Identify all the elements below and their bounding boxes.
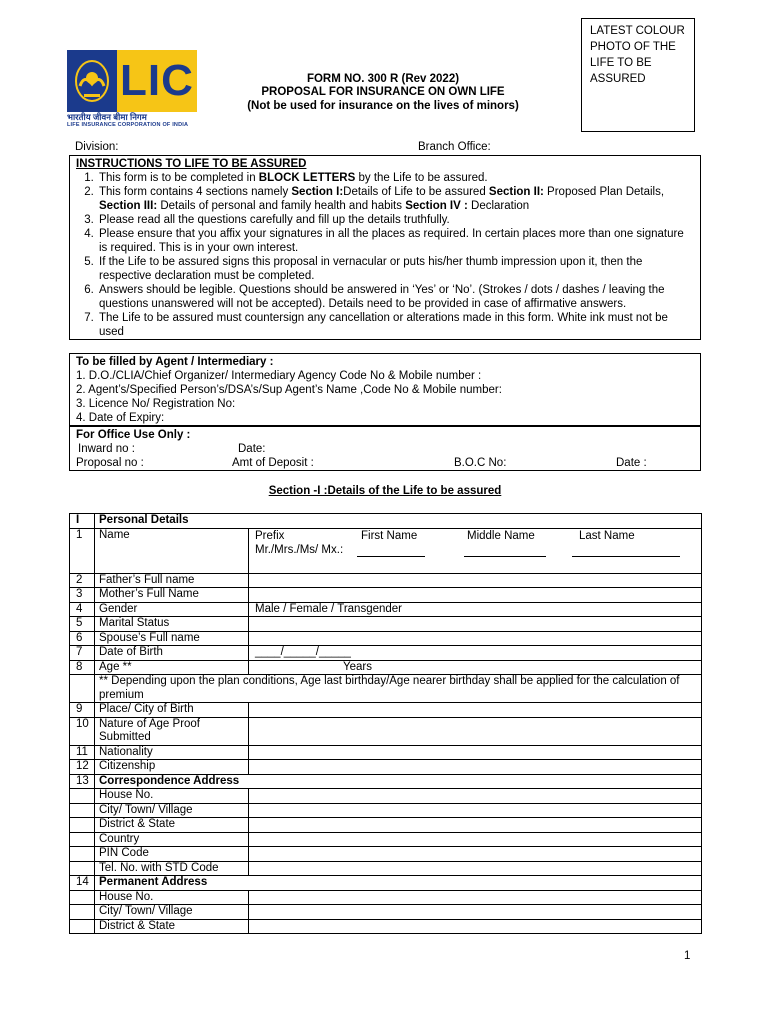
instruction-item: 6. Answers should be legible. Questions should be answered in ‘Yes’ or ‘No’. (Strokes / dots / dashes / leaving the questions unanswered will not be accepted). Details need to be provided in case of affirmative answers. <box>97 283 694 311</box>
first-name-line[interactable] <box>357 556 425 557</box>
agent-line-4: 4. Date of Expiry: <box>76 412 165 424</box>
marital-status-field[interactable] <box>249 617 702 632</box>
page-number: 1 <box>684 950 691 962</box>
proposal-no-label: Proposal no : <box>76 457 144 469</box>
prefix-options: Mr./Mrs./Ms/ Mx.: <box>255 543 344 556</box>
table-cell: 14 <box>70 876 95 891</box>
table-cell: 10 <box>70 717 95 745</box>
instruction-item: 7. The Life to be assured must countersign any cancellation or alterations made in this form. White ink must not be used <box>97 311 694 339</box>
table-cell: City/ Town/ Village <box>95 905 249 920</box>
table-cell: 1 <box>70 528 95 573</box>
table-row <box>70 528 702 573</box>
table-cell: District & State <box>95 818 249 833</box>
instruction-item: 1. This form is to be completed in BLOCK LETTERS by the Life to be assured. <box>97 171 694 185</box>
middle-name-label: Middle Name <box>467 529 535 542</box>
dob-field[interactable]: ____/_____/_____ <box>249 646 702 661</box>
table-row <box>70 617 702 632</box>
agent-line-3: 3. Licence No/ Registration No: <box>76 398 236 410</box>
table-cell: 9 <box>70 703 95 718</box>
table-row <box>70 905 702 920</box>
table-row <box>70 832 702 847</box>
corr-tel-field[interactable] <box>249 861 702 876</box>
table-cell: Age ** <box>95 660 249 675</box>
table-cell: Nature of Age Proof Submitted <box>95 717 249 745</box>
table-cell: Marital Status <box>95 617 249 632</box>
table-cell: District & State <box>95 919 249 934</box>
table-cell: Tel. No. with STD Code <box>95 861 249 876</box>
age-field[interactable]: Years <box>249 660 702 675</box>
division-label: Division: <box>75 141 119 153</box>
perm-house-field[interactable] <box>249 890 702 905</box>
first-name-label: First Name <box>361 529 418 542</box>
table-cell: Country <box>95 832 249 847</box>
agent-line-1: 1. D.O./CLIA/Chief Organizer/ Intermediary Agency Code No & Mobile number : <box>76 370 482 382</box>
office-date-label: Date : <box>616 457 647 469</box>
form-number: FORM NO. 300 R (Rev 2022) <box>306 73 460 85</box>
table-cell <box>70 675 95 703</box>
amt-deposit-label: Amt of Deposit : <box>232 457 314 469</box>
table-row <box>70 573 702 588</box>
table-cell: Name <box>95 528 249 573</box>
table-row <box>70 514 702 529</box>
table-row <box>70 703 702 718</box>
table-cell: 3 <box>70 588 95 603</box>
table-cell: 2 <box>70 573 95 588</box>
logo-hindi: भारतीय जीवन बीमा निगम <box>67 112 147 122</box>
table-row <box>70 818 702 833</box>
logo-text: LIC <box>117 50 197 112</box>
table-cell: 13 <box>70 774 95 789</box>
fathers-name-field[interactable] <box>249 573 702 588</box>
table-cell: Gender <box>95 602 249 617</box>
table-cell: Personal Details <box>95 514 702 529</box>
table-cell <box>70 789 95 804</box>
table-row <box>70 646 702 661</box>
table-cell: Citizenship <box>95 760 249 775</box>
agent-box <box>69 353 701 426</box>
table-cell: 6 <box>70 631 95 646</box>
section-title: Section -I :Details of the Life to be assured <box>268 485 502 497</box>
table-cell: 12 <box>70 760 95 775</box>
table-cell: Mother’s Full Name <box>95 588 249 603</box>
table-row <box>70 660 702 675</box>
corr-house-field[interactable] <box>249 789 702 804</box>
instructions-list <box>76 171 694 339</box>
age-proof-field[interactable] <box>249 717 702 745</box>
inward-no-label: Inward no : <box>78 443 135 455</box>
table-cell: Father’s Full name <box>95 573 249 588</box>
table-row <box>70 745 702 760</box>
table-cell <box>70 818 95 833</box>
instruction-item: 4. Please ensure that you affix your signatures in all the places as required. In certain places more than one signature is required. This is in your own interest. <box>97 227 694 255</box>
inward-date-label: Date: <box>238 443 266 455</box>
citizenship-field[interactable] <box>249 760 702 775</box>
table-cell: 7 <box>70 646 95 661</box>
table-cell: 11 <box>70 745 95 760</box>
office-heading: For Office Use Only : <box>76 429 191 441</box>
form-title: PROPOSAL FOR INSURANCE ON OWN LIFE <box>261 86 505 98</box>
perm-district-field[interactable] <box>249 919 702 934</box>
table-row <box>70 919 702 934</box>
table-cell: 4 <box>70 602 95 617</box>
spouse-name-field[interactable] <box>249 631 702 646</box>
last-name-label: Last Name <box>579 529 635 542</box>
table-cell: House No. <box>95 890 249 905</box>
table-row <box>70 717 702 745</box>
table-row <box>70 876 702 891</box>
lic-logo <box>67 50 197 128</box>
corr-pin-field[interactable] <box>249 847 702 862</box>
table-cell: 8 <box>70 660 95 675</box>
lic-emblem-icon <box>67 50 117 112</box>
table-row <box>70 890 702 905</box>
table-cell: Place/ City of Birth <box>95 703 249 718</box>
table-cell: Date of Birth <box>95 646 249 661</box>
name-fields-cell[interactable] <box>249 528 702 573</box>
table-cell: Permanent Address <box>95 876 702 891</box>
instruction-item: 3. Please read all the questions carefully and fill up the details truthfully. <box>97 213 694 227</box>
table-cell <box>70 919 95 934</box>
table-cell <box>70 890 95 905</box>
prefix-label: Prefix <box>255 529 285 542</box>
table-cell <box>70 847 95 862</box>
form-subtitle: (Not be used for insurance on the lives of minors) <box>247 100 519 112</box>
age-note: ** Depending upon the plan conditions, Age last birthday/Age nearer birthday shall be applied for the calculation of premium <box>95 675 702 703</box>
instructions-heading: INSTRUCTIONS TO LIFE TO BE ASSURED <box>76 158 307 170</box>
last-name-line[interactable] <box>572 556 680 557</box>
branch-office-label: Branch Office: <box>418 141 491 153</box>
table-row <box>70 774 702 789</box>
table-row <box>70 631 702 646</box>
table-row <box>70 760 702 775</box>
table-row <box>70 847 702 862</box>
table-cell: City/ Town/ Village <box>95 803 249 818</box>
table-cell: PIN Code <box>95 847 249 862</box>
birth-place-field[interactable] <box>249 703 702 718</box>
table-cell: Correspondence Address <box>95 774 702 789</box>
photo-box: LATEST COLOUR PHOTO OF THE LIFE TO BE ASSURED <box>581 18 695 132</box>
agent-line-2: 2. Agent’s/Specified Person’s/DSA’s/Sup Agent’s Name ,Code No & Mobile number: <box>76 384 502 396</box>
boc-no-label: B.O.C No: <box>454 457 507 469</box>
office-use-box <box>69 426 701 471</box>
gender-field[interactable]: Male / Female / Transgender <box>249 602 702 617</box>
nationality-field[interactable] <box>249 745 702 760</box>
middle-name-line[interactable] <box>464 556 546 557</box>
mothers-name-field[interactable] <box>249 588 702 603</box>
agent-heading: To be filled by Agent / Intermediary : <box>76 356 274 368</box>
perm-city-field[interactable] <box>249 905 702 920</box>
table-cell: House No. <box>95 789 249 804</box>
table-row <box>70 789 702 804</box>
personal-details-table <box>69 513 702 934</box>
instructions-box <box>69 155 701 340</box>
table-cell <box>70 803 95 818</box>
table-row <box>70 803 702 818</box>
table-cell <box>70 832 95 847</box>
table-cell: 5 <box>70 617 95 632</box>
table-row <box>70 675 702 703</box>
corr-district-field[interactable] <box>249 818 702 833</box>
instruction-item: 5. If the Life to be assured signs this proposal in vernacular or puts his/her thumb impression upon it, then the respective declaration must be completed. <box>97 255 694 283</box>
corr-country-field[interactable] <box>249 832 702 847</box>
table-cell: Nationality <box>95 745 249 760</box>
instruction-item: 2. This form contains 4 sections namely Section I:Details of Life to be assured Section II: Proposed Plan Details, Section III: Details of personal and family health and habits Section IV : Declaration <box>97 185 694 213</box>
table-cell: I <box>70 514 95 529</box>
table-cell <box>70 905 95 920</box>
table-row <box>70 861 702 876</box>
table-row <box>70 588 702 603</box>
table-cell <box>70 861 95 876</box>
logo-english: LIFE INSURANCE CORPORATION OF INDIA <box>67 122 189 128</box>
table-cell: Spouse’s Full name <box>95 631 249 646</box>
corr-city-field[interactable] <box>249 803 702 818</box>
table-row <box>70 602 702 617</box>
